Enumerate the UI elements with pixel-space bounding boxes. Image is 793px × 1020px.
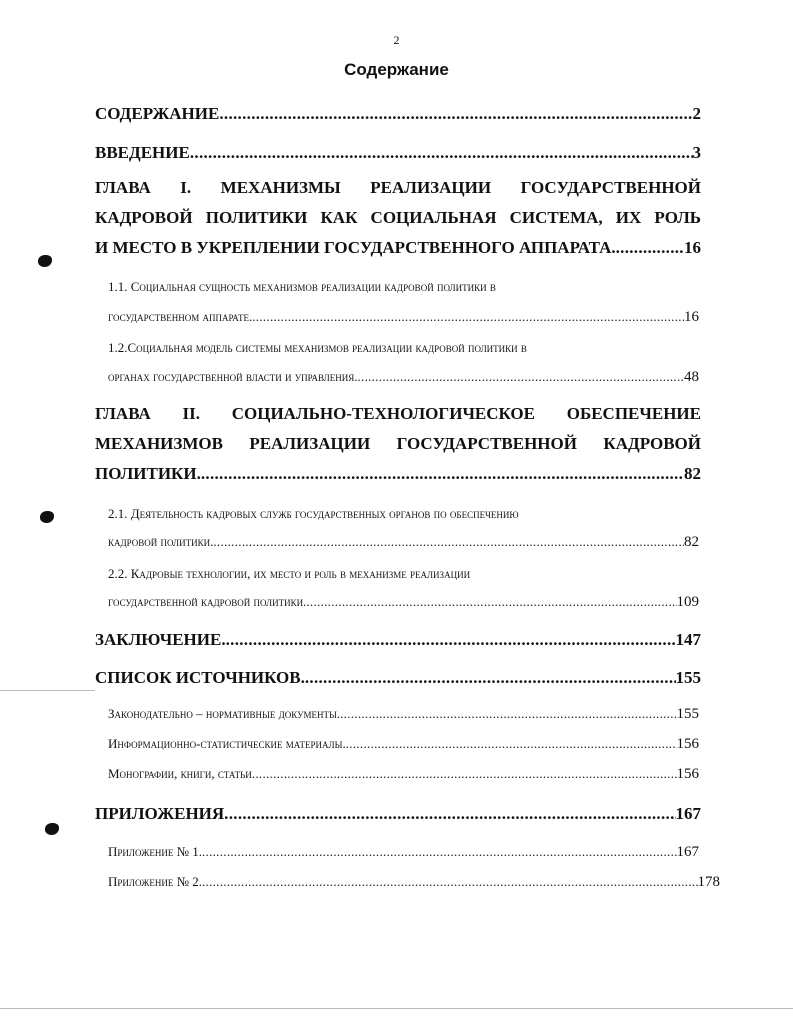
leader-dots	[202, 874, 698, 890]
toc-entry-page: 109	[676, 594, 699, 610]
toc-entry-chapter2[interactable]	[95, 464, 701, 484]
leader-dots	[219, 104, 692, 124]
chapter2-line2[interactable]: МЕХАНИЗМОВ РЕАЛИЗАЦИИ ГОСУДАРСТВЕННОЙ КАДРОВОЙ	[95, 434, 701, 453]
toc-entry-sources-legal[interactable]	[108, 706, 699, 723]
punch-hole-mark	[45, 823, 59, 835]
toc-entry-chapter1[interactable]	[95, 238, 701, 258]
toc-entry-page: 167	[676, 844, 699, 860]
toc-entry-label: государственном аппарате.	[108, 309, 253, 324]
leader-dots	[252, 309, 684, 325]
leader-dots	[306, 594, 676, 610]
leader-dots	[252, 766, 677, 782]
toc-entry-label: Монографии, книги, статьи	[108, 766, 252, 781]
toc-entry-label: органах государственной власти и управления.	[108, 369, 358, 384]
toc-entry-label: Приложение № 2.	[108, 874, 202, 889]
toc-entry-page: 16	[684, 238, 701, 257]
leader-dots	[346, 736, 677, 752]
chapter1-line2[interactable]: КАДРОВОЙ ПОЛИТИКИ КАК СОЦИАЛЬНАЯ СИСТЕМА, ИХ РОЛЬ	[95, 208, 701, 227]
toc-entry-label: Законодательно – нормативные документы.	[108, 706, 341, 721]
leader-dots	[305, 668, 676, 688]
toc-entry-contents[interactable]	[95, 104, 701, 124]
toc-entry-page: 82	[684, 534, 699, 550]
toc-entry-page: 3	[692, 143, 701, 162]
toc-entry-page: 16	[684, 309, 699, 325]
toc-entry-sources-info[interactable]	[108, 736, 699, 753]
toc-entry-page: 156	[676, 736, 699, 752]
toc-entry-label: Приложение № 1.	[108, 844, 202, 859]
toc-entry-label: СПИСОК ИСТОЧНИКОВ.	[95, 668, 305, 687]
page-number: 2	[393, 33, 400, 47]
scan-line	[0, 690, 95, 691]
toc-entry-page: 155	[676, 706, 699, 722]
toc-entry-label: кадровой политики.	[108, 534, 214, 549]
toc-entry-label: ВВЕДЕНИЕ	[95, 143, 190, 162]
punch-hole-mark	[40, 511, 54, 523]
leader-dots	[226, 630, 676, 650]
leader-dots	[357, 369, 684, 385]
toc-entry-section-2-1[interactable]	[108, 534, 699, 551]
page-title: Содержание	[344, 60, 449, 79]
toc-entry-appendices[interactable]	[95, 804, 701, 824]
scan-line	[0, 1008, 793, 1009]
toc-entry-page: 48	[684, 369, 699, 385]
section-2-2-line1[interactable]: 2.2. Кадровые технологии, их место и роль в механизме реализации	[108, 566, 471, 581]
toc-entry-appendix-1[interactable]	[108, 844, 699, 861]
toc-entry-sources-monographs[interactable]	[108, 766, 699, 783]
chapter1-line1[interactable]: ГЛАВА I. МЕХАНИЗМЫ РЕАЛИЗАЦИИ ГОСУДАРСТВЕННОЙ	[95, 178, 701, 197]
toc-entry-label: ЗАКЛЮЧЕНИЕ.	[95, 630, 226, 649]
section-1-1-line1[interactable]: 1.1. Социальная сущность механизмов реализации кадровой политики в	[108, 279, 496, 294]
leader-dots	[616, 238, 684, 258]
toc-entry-section-2-2[interactable]	[108, 594, 699, 611]
punch-hole-mark	[38, 255, 52, 267]
section-1-2-line1[interactable]: 1.2.Социальная модель системы механизмов реализации кадровой политики в	[108, 340, 527, 355]
toc-entry-appendix-2[interactable]	[108, 874, 720, 891]
toc-entry-page: 167	[675, 804, 701, 823]
toc-entry-label: ПОЛИТИКИ.	[95, 464, 201, 483]
toc-entry-section-1-1[interactable]	[108, 309, 699, 326]
toc-entry-intro[interactable]	[95, 143, 701, 163]
toc-entry-page: 2	[692, 104, 701, 123]
toc-entry-page: 82	[684, 464, 701, 483]
section-2-1-line1[interactable]: 2.1. Деятельность кадровых служб государственных органов по обеспечению	[108, 506, 519, 521]
toc-entry-page: 178	[697, 874, 720, 890]
leader-dots	[213, 534, 684, 550]
toc-entry-sources[interactable]	[95, 668, 701, 688]
toc-entry-label: СОДЕРЖАНИЕ	[95, 104, 220, 123]
chapter2-line1[interactable]: ГЛАВА II. СОЦИАЛЬНО-ТЕХНОЛОГИЧЕСКОЕ ОБЕСПЕЧЕНИЕ	[95, 404, 701, 423]
leader-dots	[224, 804, 675, 824]
toc-entry-conclusion[interactable]	[95, 630, 701, 650]
toc-entry-label: государственной кадровой политики.	[108, 594, 307, 609]
leader-dots	[340, 706, 676, 722]
leader-dots	[201, 464, 684, 484]
leader-dots	[190, 143, 693, 163]
toc-entry-page: 147	[675, 630, 701, 649]
toc-entry-page: 156	[676, 766, 699, 782]
leader-dots	[202, 844, 677, 860]
toc-entry-label: Информационно-статистические материалы.	[108, 736, 346, 751]
toc-entry-label: ПРИЛОЖЕНИЯ	[95, 804, 225, 823]
toc-entry-label: И МЕСТО В УКРЕПЛЕНИИ ГОСУДАРСТВЕННОГО АППАРАТА.	[95, 238, 616, 257]
toc-entry-page: 155	[675, 668, 701, 687]
toc-entry-section-1-2[interactable]	[108, 369, 699, 386]
